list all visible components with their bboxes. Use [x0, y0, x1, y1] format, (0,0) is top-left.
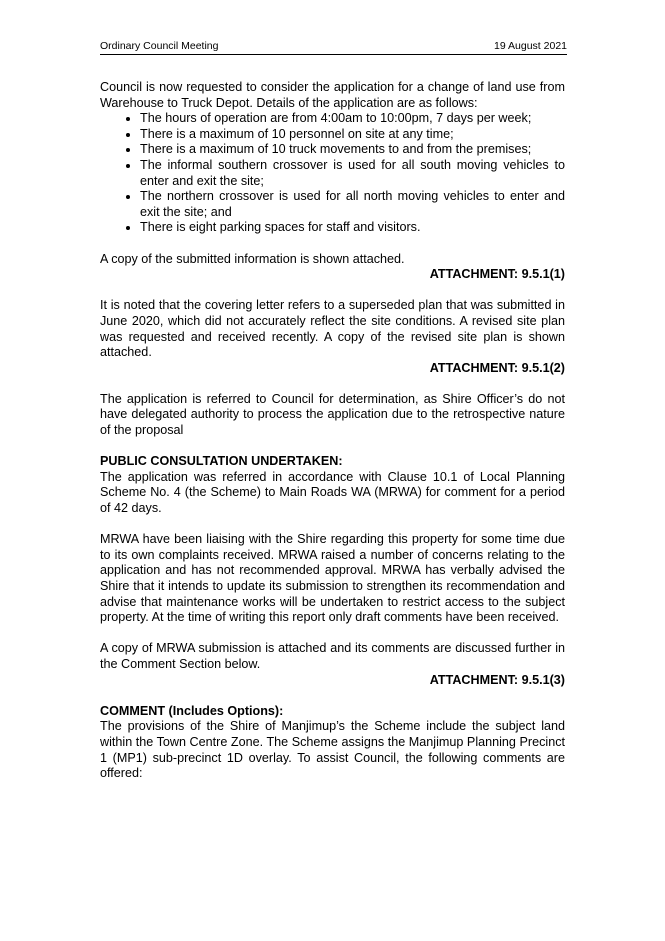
- attachment-reference-3: ATTACHMENT: 9.5.1(3): [429, 672, 565, 687]
- consultation-heading: PUBLIC CONSULTATION UNDERTAKEN:: [100, 454, 343, 469]
- consultation-paragraph: The application was referred in accordance with Clause 10.1 of Local Planning Scheme No. 4 (the Scheme) to Main Roads WA (MRWA) for comment for a period of 42 days.: [100, 469, 565, 516]
- referral-paragraph: The application is referred to Council for determination, as Shire Officer’s do not have delegated authority to process the application due to the retrospective nature of the proposal: [100, 391, 565, 438]
- list-item: • There is a maximum of 10 personnel on site at any time;: [140, 127, 565, 143]
- list-item: • The northern crossover is used for all north moving vehicles to enter and exit the site; and: [140, 189, 565, 220]
- list-item: • The informal southern crossover is used for all south moving vehicles to enter and exit the site;: [140, 158, 565, 189]
- document-body: [100, 80, 565, 782]
- meeting-date: 19 August 2021: [494, 40, 567, 52]
- list-item: • There is eight parking spaces for staff and visitors.: [140, 220, 565, 236]
- attachment-reference-1: ATTACHMENT: 9.5.1(1): [429, 267, 565, 282]
- comment-heading: COMMENT (Includes Options):: [100, 703, 284, 718]
- intro-paragraph: Council is now requested to consider the application for a change of land use from Warehouse to Truck Depot. Details of the application are as follows:: [100, 80, 565, 110]
- attachment-reference-2: ATTACHMENT: 9.5.1(2): [429, 360, 565, 375]
- meeting-title: Ordinary Council Meeting: [100, 40, 219, 52]
- application-details-list: [100, 111, 565, 236]
- mrwa-copy-paragraph: A copy of MRWA submission is attached and its comments are discussed further in the Comment Section below.: [100, 641, 565, 671]
- mrwa-paragraph: MRWA have been liaising with the Shire regarding this property for some time due to its own complaints received. MRWA raised a number of concerns relating to the application and has not recommended approval. MRWA has verbally advised the Shire that it intends to update its submission to strengthen its recommendation and advise that maintenance works will be undertaken to restrict access to the subject property. At the time of writing this report only draft comments have been received.: [100, 532, 565, 625]
- list-item: • There is a maximum of 10 truck movements to and from the premises;: [140, 142, 565, 158]
- covering-letter-paragraph: It is noted that the covering letter refers to a superseded plan that was submitted in June 2020, which did not accurately reflect the site conditions. A revised site plan was requested and received recently. A copy of the revised site plan is shown attached.: [100, 298, 565, 360]
- list-item: • The hours of operation are from 4:00am to 10:00pm, 7 days per week;: [140, 111, 565, 127]
- page-header: [100, 40, 567, 55]
- copy-submitted-paragraph: A copy of the submitted information is shown attached.: [100, 251, 405, 266]
- comment-paragraph: The provisions of the Shire of Manjimup’s the Scheme include the subject land within the Town Centre Zone. The Scheme assigns the Manjimup Planning Precinct 1 (MP1) sub-precinct 1D overlay. To assist Council, the following comments are offered:: [100, 719, 565, 781]
